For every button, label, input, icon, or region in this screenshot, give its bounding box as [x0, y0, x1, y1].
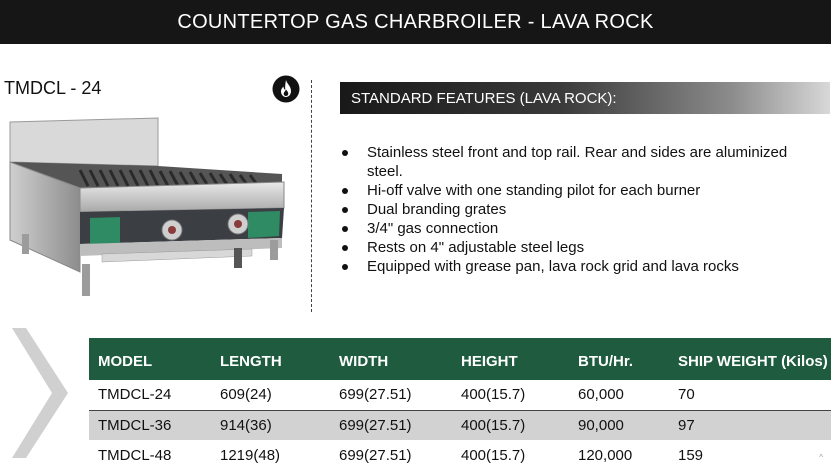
- cell-model: TMDCL-24: [98, 386, 172, 404]
- model-name: TMDCL - 24: [4, 78, 102, 98]
- features-header: [340, 82, 830, 114]
- header-height: HEIGHT: [461, 352, 518, 370]
- title-bar: [0, 0, 831, 44]
- arrow-right-icon: [12, 328, 68, 458]
- flame-icon: [272, 75, 300, 103]
- feature-item: Equipped with grease pan, lava rock grid and lava rocks: [340, 257, 810, 276]
- header-btu: BTU/Hr.: [578, 352, 634, 370]
- charbroiler-product-image: [2, 114, 292, 298]
- corner-mark: ^: [819, 453, 823, 462]
- cell-ship-weight: 159: [678, 446, 704, 464]
- cell-height: 400(15.7): [461, 386, 526, 404]
- header-ship-weight: SHIP WEIGHT (Kilos): [678, 352, 828, 370]
- cell-model: TMDCL-36: [98, 416, 172, 434]
- cell-btu: 60,000: [578, 386, 624, 404]
- cell-ship-weight: 97: [678, 416, 695, 434]
- cell-height: 400(15.7): [461, 416, 526, 434]
- cell-length: 1219(48): [220, 446, 281, 464]
- cell-btu: 90,000: [578, 416, 624, 434]
- specs-table: [89, 338, 831, 470]
- cell-model: TMDCL-48: [98, 446, 172, 464]
- cell-width: 699(27.51): [339, 416, 412, 434]
- table-row: [89, 410, 831, 440]
- header-width: WIDTH: [339, 352, 389, 370]
- vertical-divider: [311, 80, 312, 312]
- cell-ship-weight: 70: [678, 386, 695, 404]
- cell-btu: 120,000: [578, 446, 633, 464]
- cell-length: 914(36): [220, 416, 272, 434]
- header-length: LENGTH: [220, 352, 282, 370]
- cell-width: 699(27.51): [339, 386, 412, 404]
- feature-item: 3/4" gas connection: [340, 219, 810, 238]
- table-header-row: [89, 338, 831, 380]
- feature-item: Dual branding grates: [340, 200, 810, 219]
- feature-item: Stainless steel front and top rail. Rear and sides are aluminized steel.: [340, 143, 810, 181]
- cell-height: 400(15.7): [461, 446, 526, 464]
- cell-width: 699(27.51): [339, 446, 412, 464]
- page-title: COUNTERTOP GAS CHARBROILER - LAVA ROCK: [177, 10, 654, 33]
- table-row: [89, 380, 831, 410]
- feature-item: Hi-off valve with one standing pilot for each burner: [340, 181, 810, 200]
- feature-item: Rests on 4" adjustable steel legs: [340, 238, 810, 257]
- features-header-label: STANDARD FEATURES (LAVA ROCK):: [351, 89, 617, 107]
- features-list: [340, 143, 810, 276]
- header-model: MODEL: [98, 352, 153, 370]
- cell-length: 609(24): [220, 386, 272, 404]
